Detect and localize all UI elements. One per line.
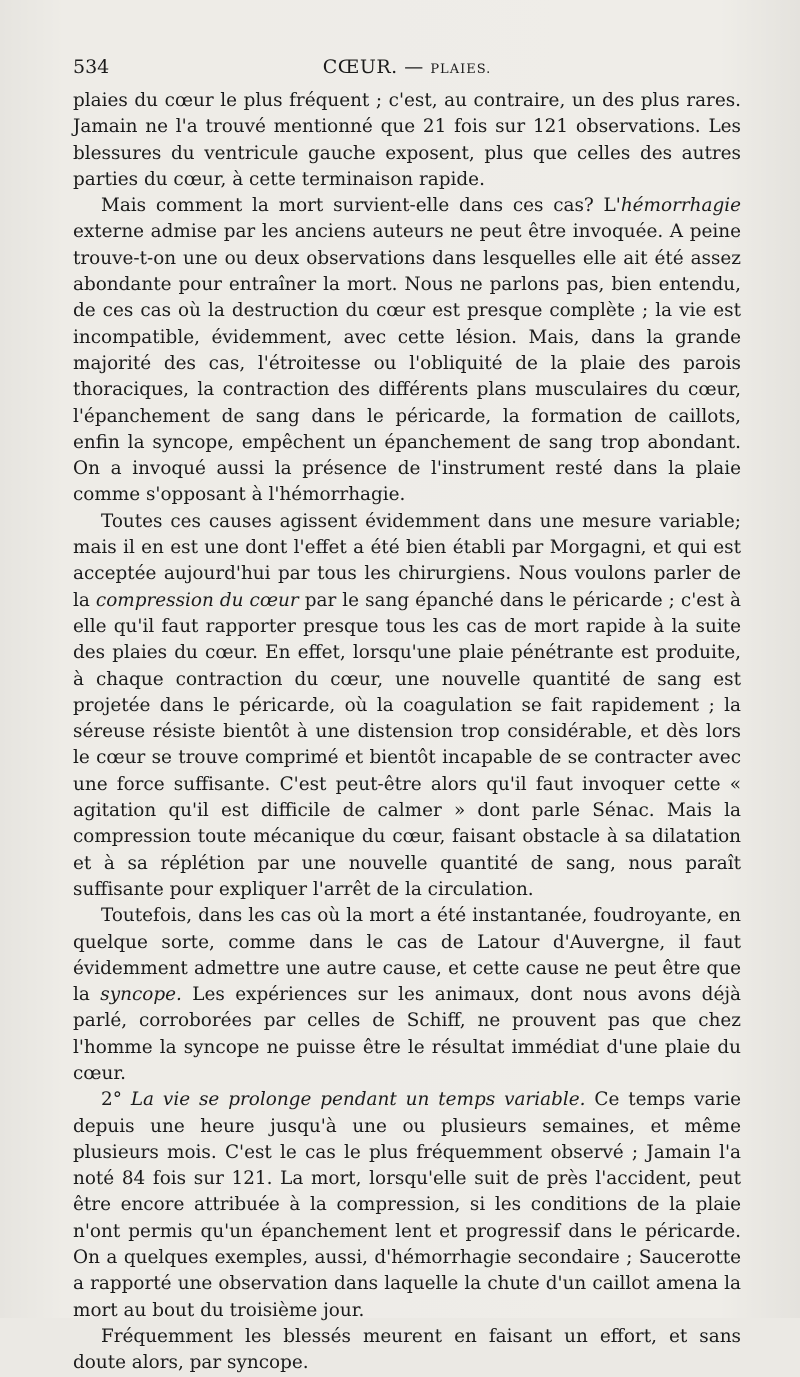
- title-separator: —: [404, 56, 424, 78]
- paragraph: [73, 193, 741, 509]
- text-run: Fréquemment les blessés meurent en faisant un effort, et sans doute alors, par syncope.: [73, 1325, 741, 1374]
- text-run: Mais comment la mort survient-elle dans ces cas? L': [101, 195, 621, 217]
- text-run: Ce temps varie depuis une heure jusqu'à une ou plusieurs semaines, et même plusieurs mois. C'est le cas le plus fréquemment observé ; Jamain l'a noté 84 fois sur 121. La mort, lorsqu'elle suit de près l'accident, peut être encore attribuée à la compression, si les conditions de la plaie n'ont permis qu'un épanchement lent et progressif dans le péricarde. On a quelques exemples, aussi, d'hémorrhagie secondaire ; Saucerotte a rapporté une observation dans laquelle la chute d'un caillot amena la mort au bout du troisième jour.: [73, 1089, 742, 1321]
- section-title: PLAIES.: [430, 62, 492, 77]
- text-run: Les expériences sur les animaux, dont nous avons déjà parlé, corroborées par celles de Schiff, ne prouvent pas que chez l'homme la syncope ne puisse être le résultat immédiat d'une plaie du cœur.: [73, 984, 741, 1084]
- text-run: plaies du cœur le plus fréquent ; c'est, au contraire, un des plus rares. Jamain ne l'a trouvé mentionné que 21 fois sur 121 observations. Les blessures du ventricule gauche exposent, plus que celles des autres parties du cœur, à cette terminaison rapide.: [73, 90, 741, 190]
- text-run: Toutes ces causes agissent évidemment dans une mesure variable; mais il en est une dont l'effet a été bien établi par Morgagni, et qui est acceptée aujourd'hui par tous les chirurgiens. Nous voulons parler de la: [73, 510, 741, 611]
- italic-text: La vie se prolonge pendant un temps variable.: [130, 1089, 586, 1111]
- running-title: [73, 56, 741, 78]
- paragraph: [73, 1324, 741, 1377]
- italic-text: hémorrhagie: [620, 195, 741, 217]
- body-text: [73, 88, 741, 1377]
- paragraph: [73, 1087, 741, 1324]
- italic-text: compression du cœur: [95, 589, 299, 611]
- text-run: 2°: [101, 1089, 131, 1111]
- italic-text: syncope.: [100, 984, 182, 1006]
- text-run: externe admise par les anciens auteurs ne peut être invoquée. A peine trouve-t-on une ou deux observations dans lesquelles elle ait été assez abondante pour entraîner la mort. Nous ne parlons pas, bien entendu, de ces cas où la destruction du cœur est presque complète ; la vie est incompatible, évidemment, avec cette lésion. Mais, dans la grande majorité des cas, l'étroitesse ou l'obliquité de la plaie des parois thoraciques, la contraction des différents plans musculaires du cœur, l'épanchement de sang dans le péricarde, la formation de caillots, enfin la syncope, empêchent un épanchement de sang trop abondant. On a invoqué aussi la présence de l'instrument resté dans la plaie comme s'opposant à l'hémorrhagie.: [73, 221, 741, 506]
- text-run: Toutefois, dans les cas où la mort a été instantanée, foudroyante, en quelque sorte, comme dans le cas de Latour d'Auvergne, il faut évidemment admettre une autre cause, et cette cause ne peut être que la: [73, 905, 741, 1006]
- paragraph: [73, 88, 741, 193]
- paragraph: [73, 509, 741, 903]
- text-run: par le sang épanché dans le péricarde ; c'est à elle qu'il faut rapporter presque tous les cas de mort rapide à la suite des plaies du cœur. En effet, lorsqu'une plaie pénétrante est produite, à chaque contraction du cœur, une nouvelle quantité de sang est projetée dans le péricarde, où la coagulation se fait rapidement ; la séreuse résiste bientôt à une distension trop considérable, et dès lors le cœur se trouve comprimé et bientôt incapable de se contracter avec une force suffisante. C'est peut-être alors qu'il faut invoquer cette « agitation qu'il est difficile de calmer » dont parle Sénac. Mais la compression toute mécanique du cœur, faisant obstacle à sa dilatation et à sa réplétion par une nouvelle quantité de sang, nous paraît suffisante pour expliquer l'arrêt de la circulation.: [73, 589, 741, 900]
- page-number: 534: [73, 56, 110, 78]
- paragraph: [73, 903, 741, 1087]
- running-header: [73, 56, 741, 86]
- chapter-title: CŒUR.: [322, 56, 398, 78]
